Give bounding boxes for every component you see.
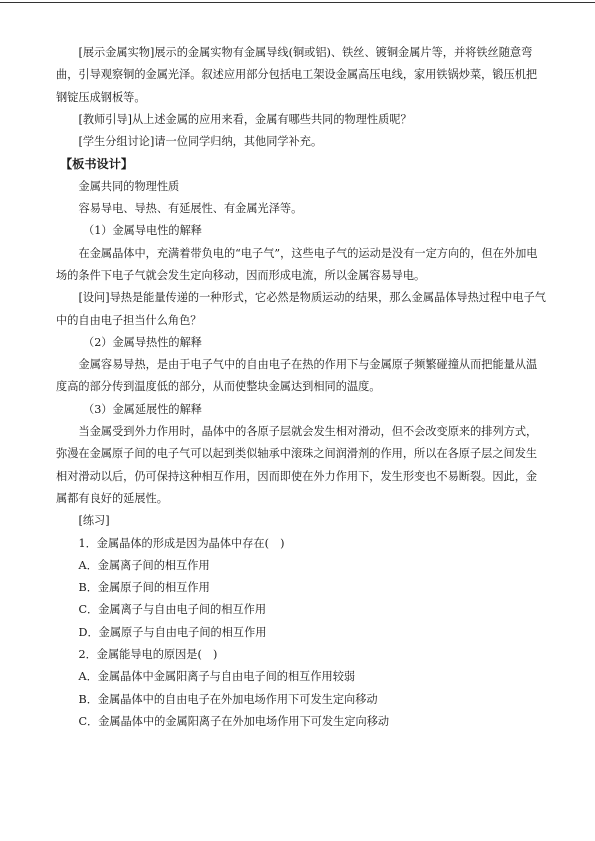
document-page [56,42,546,733]
board-title: 金属共同的物理性质 [78,179,180,193]
section-heading-board-design: 【板书设计】 [60,157,134,172]
question-1: 1．金属晶体的形成是因为晶体中存在( ) [78,536,285,550]
q2-option-c: C．金属晶体中的金属阳离子在外加电场作用下可发生定向移动 [78,714,390,728]
item3-heading: （3）金属延展性的解释 [83,402,202,416]
item3-text: 当金属受到外力作用时，晶体中的各原子层就会发生相对滑动，但不会改变原来的排列方式，弥漫在金属原子间的电子气可以起到类似轴承中滚珠之间润滑剂的作用，所以在各原子层之间发生相对滑动以后，仍可保持这种相互作用，因而即使在外力作用下，发生形变也不易断裂。因此，金属都有良好的延展性。 [56,425,538,505]
q1-option-a: A．金属离子间的相互作用 [78,558,210,572]
question-2: 2．金属能导电的原因是( ) [78,648,218,662]
item2-text: 金属容易导热，是由于电子气中的自由电子在热的作用下与金属原子频繁碰撞从而把能量从温度高的部分传到温度低的部分，从而使整块金属达到相同的温度。 [56,358,538,394]
q2-option-a: A．金属晶体中金属阳离子与自由电子间的相互作用较弱 [78,670,356,684]
item2-heading: （2）金属导热性的解释 [83,335,202,349]
paragraph-demo-metals: [展示金属实物]展示的金属实物有金属导线(铜或铝)、铁丝、镀铜金属片等，并将铁丝随意弯曲，引导观察铜的金属光泽。叙述应用部分包括电工架设金属高压电线，家用铁锅炒菜，锻压机把钢锭压成钢板等。 [56,46,538,104]
question-text: [设问]导热是能量传递的一种形式，它必然是物质运动的结果，那么金属晶体导热过程中电子气中的自由电子担当什么角色？ [56,291,546,327]
paragraph-teacher-guide: [教师引导]从上述金属的应用来看，金属有哪些共同的物理性质呢？ [78,112,412,126]
q1-option-c: C．金属离子与自由电子间的相互作用 [78,603,267,617]
q1-option-d: D．金属原子与自由电子间的相互作用 [78,625,267,639]
q2-option-b: B．金属晶体中的自由电子在外加电场作用下可发生定向移动 [78,692,378,706]
q1-option-b: B．金属原子间的相互作用 [78,581,210,595]
board-summary: 容易导电、导热、有延展性、有金属光泽等。 [78,202,303,216]
exercise-label: [练习] [78,514,110,528]
item1-heading: （1）金属导电性的解释 [83,224,202,238]
header-rule [0,2,595,3]
paragraph-group-discussion: [学生分组讨论]请一位同学归纳，其他同学补充。 [78,135,323,149]
item1-text: 在金属晶体中，充满着带负电的“电子气”，这些电子气的运动是没有一定方向的，但在外加电场的条件下电子气就会发生定向移动，因而形成电流，所以金属容易导电。 [56,246,538,282]
